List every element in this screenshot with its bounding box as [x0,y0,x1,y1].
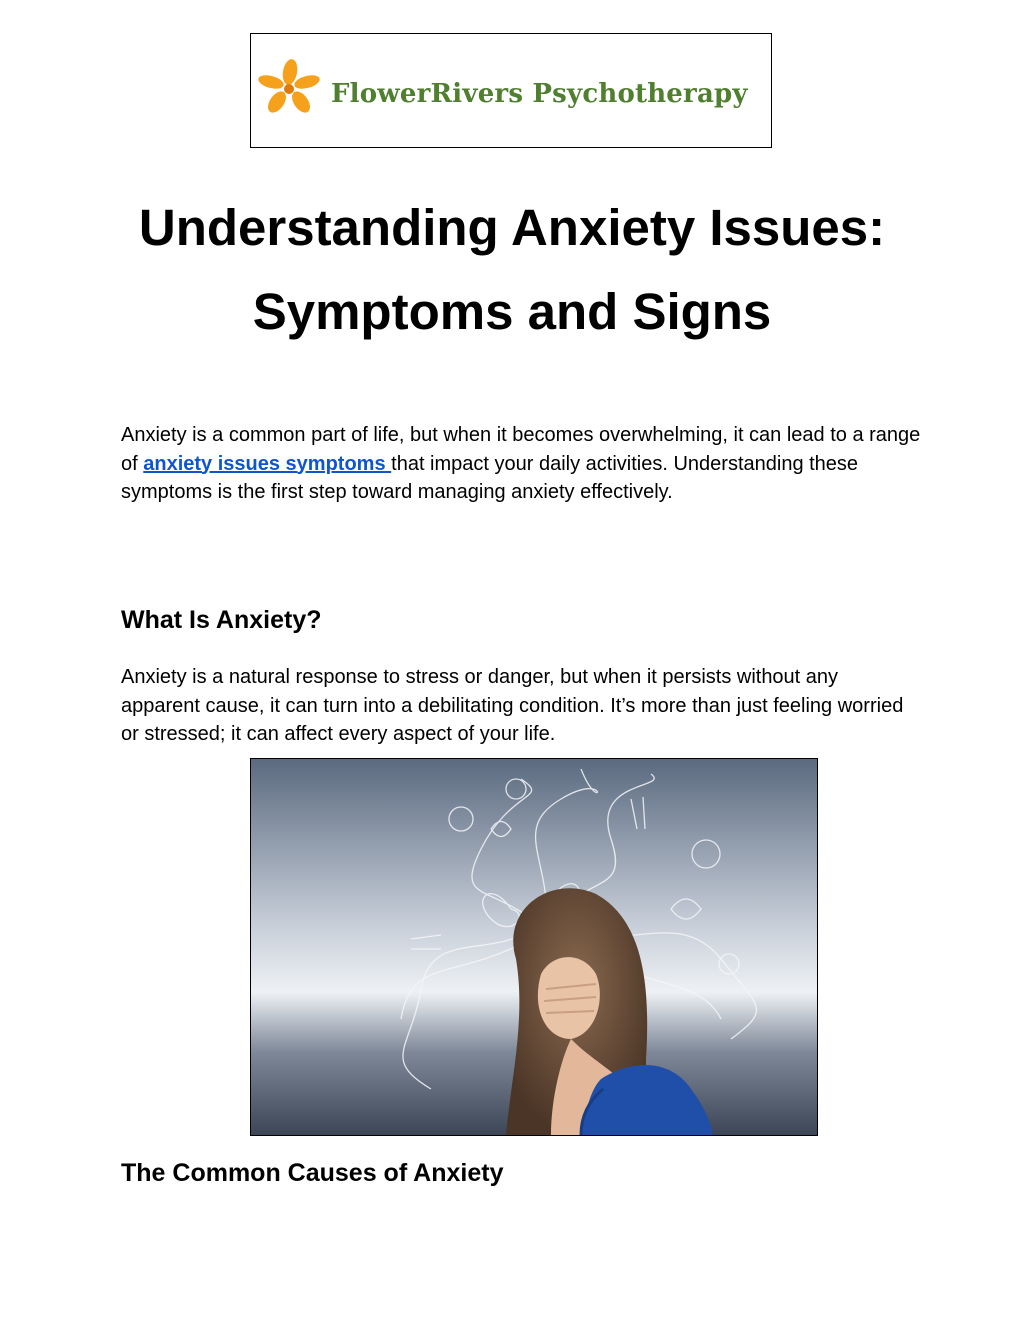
logo-banner [250,33,772,148]
page-title [0,186,1024,354]
section-heading-common-causes: The Common Causes of Anxiety [121,1159,504,1187]
logo-text: FlowerRivers Psychotherapy [331,79,748,109]
title-line-2: Symptoms and Signs [252,283,772,340]
section-heading-what-is-anxiety: What Is Anxiety? [121,606,322,634]
intro-paragraph [121,421,921,507]
intro-text-before: Anxiety is a common part of life, but when it becomes overwhelming, it can lead to a range of [121,424,921,475]
orange-flower-icon [255,58,325,118]
anxiety-symptoms-link[interactable]: anxiety issues symptoms [143,452,392,475]
intro-text-after: that impact your daily activities. Understanding these symptoms is the first step toward managing anxiety effectively. [121,452,859,503]
anxious-woman-illustration [251,759,817,1135]
title-line-1: Understanding Anxiety Issues: [138,199,886,256]
section-body-what-is-anxiety: Anxiety is a natural response to stress or danger, but when it persists without any apparent cause, it can turn into a debilitating condition. It’s more than just feeling worried or stressed; it can affect every aspect of your life. [121,666,904,745]
anxious-woman-photo [250,758,818,1136]
